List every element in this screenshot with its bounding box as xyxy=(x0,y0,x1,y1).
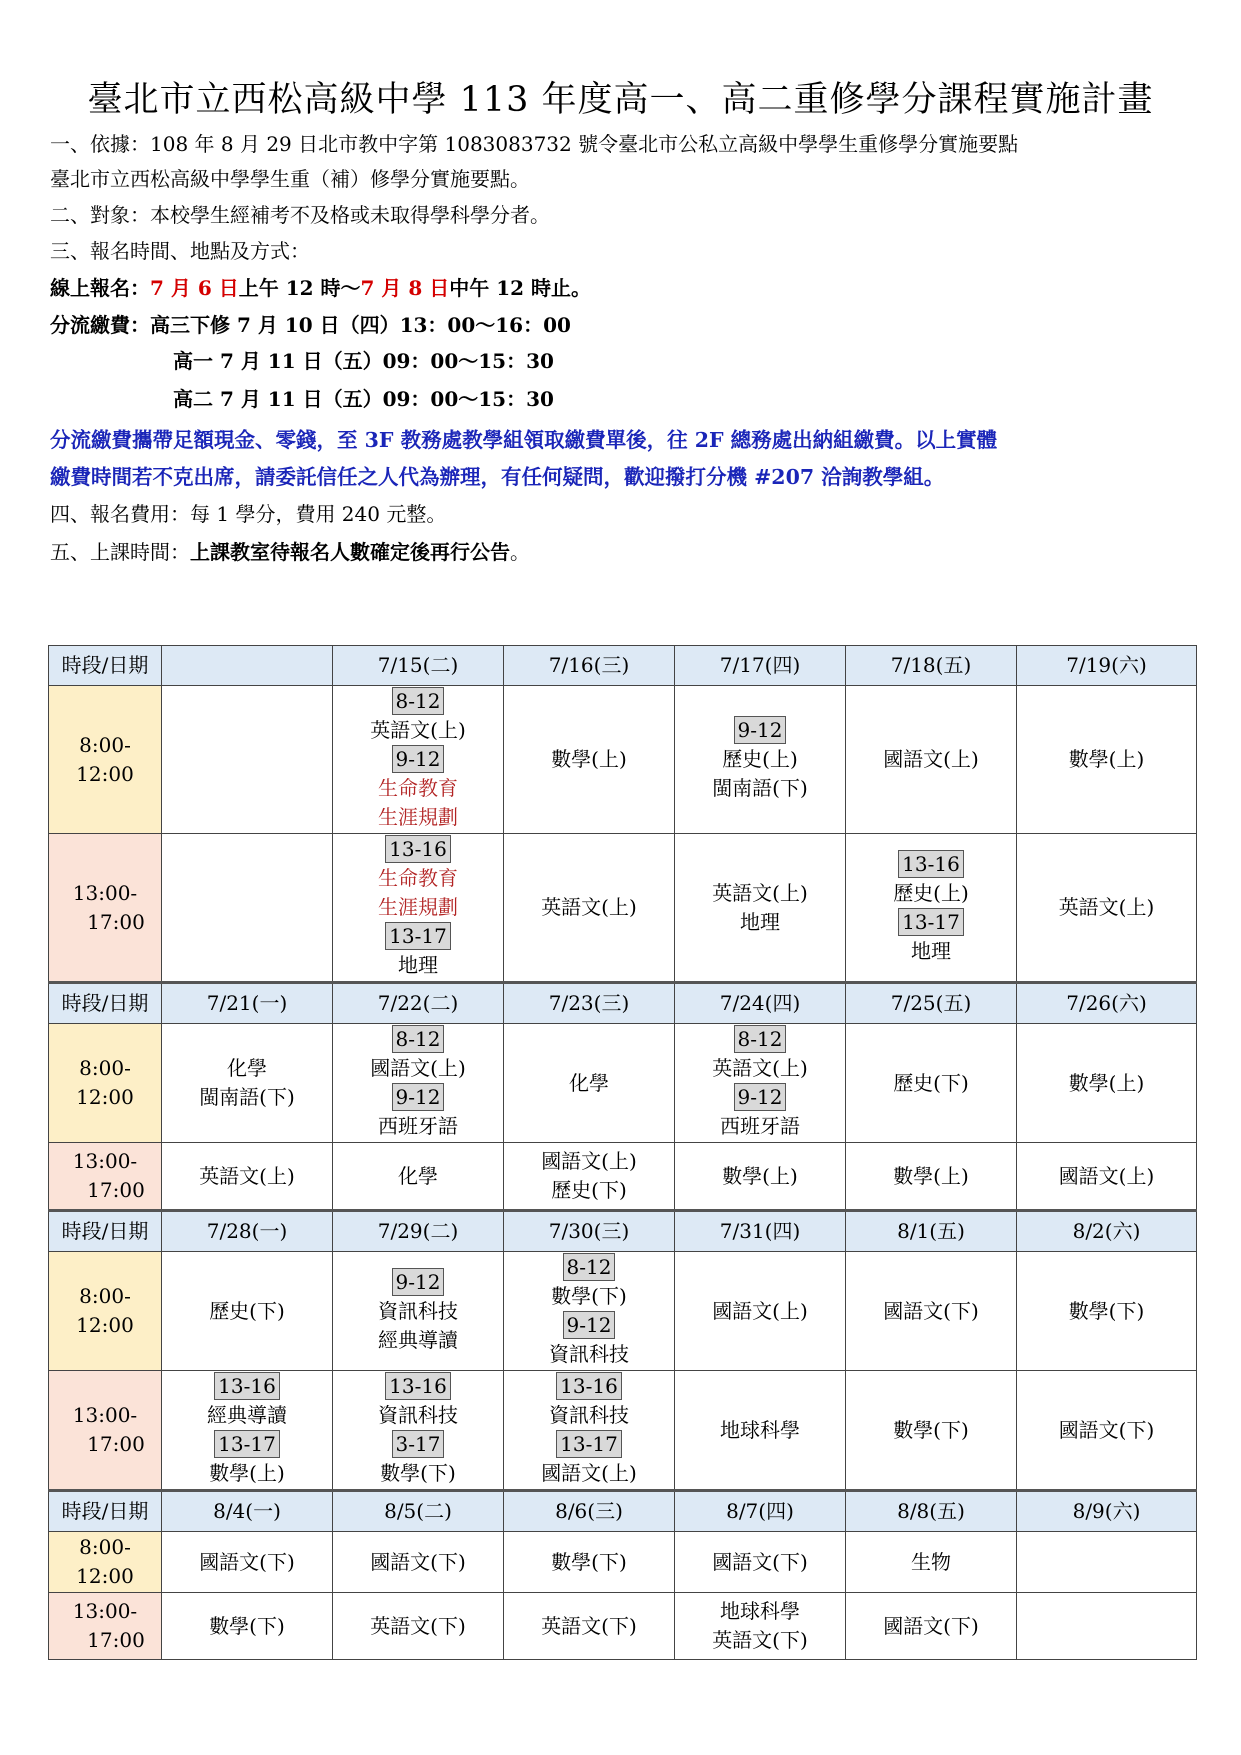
pm-slot-label xyxy=(49,1371,162,1491)
schedule-cell xyxy=(846,1024,1017,1143)
time-range-tag: 9-12 xyxy=(734,716,787,744)
course-name: 數學(下) xyxy=(893,1417,969,1442)
date-header: 7/24(四) xyxy=(675,983,846,1024)
schedule-cell xyxy=(846,1252,1017,1371)
course-name: 數學(上) xyxy=(893,1163,969,1188)
am-row xyxy=(49,1024,1197,1143)
course-name: 數學(下) xyxy=(551,1284,627,1308)
am-row xyxy=(49,1532,1197,1593)
schedule-cell xyxy=(162,1593,333,1660)
schedule-cell xyxy=(675,686,846,834)
date-header: 7/26(六) xyxy=(1017,983,1197,1024)
course-name: 英語文(下) xyxy=(541,1613,637,1638)
pm-label-end: 17:00 xyxy=(87,1628,145,1652)
schedule-cell xyxy=(504,1252,675,1371)
basis-line-2: 臺北市立西松高級中學學生重（補）修學分實施要點。 xyxy=(50,167,530,191)
schedule-cell xyxy=(333,1532,504,1593)
end-date: 7 月 8 日 xyxy=(360,276,450,300)
am-slot-label: 8:00-12:00 xyxy=(49,686,162,834)
payment-line-senior: 分流繳費：高三下修 7 月 10 日（四）13：00～16：00 xyxy=(50,313,571,337)
schedule-cell xyxy=(333,686,504,834)
fee-line: 四、報名費用：每 1 學分，費用 240 元整。 xyxy=(50,502,447,526)
header-label: 時段/日期 xyxy=(49,646,162,686)
time-range-tag: 9-12 xyxy=(392,1268,445,1296)
course-name: 數學(下) xyxy=(1068,1298,1145,1323)
payment-note-1: 分流繳費攜帶足額現金、零錢，至 3F 教務處教學組領取繳費單後，往 2F 總務處出納組繳費。以上實體 xyxy=(50,428,998,452)
time-range-tag: 13-17 xyxy=(898,908,964,936)
schedule-cell xyxy=(333,1593,504,1660)
schedule-cell xyxy=(846,686,1017,834)
am-slot-label: 8:00-12:00 xyxy=(49,1252,162,1371)
schedule-cell xyxy=(504,1532,675,1593)
schedule-cell xyxy=(162,1024,333,1143)
pm-slot-label xyxy=(49,834,162,983)
course-name: 英語文(上) xyxy=(712,1056,808,1080)
time-range-tag: 9-12 xyxy=(734,1083,787,1111)
course-name: 化學 xyxy=(227,1056,267,1080)
course-name: 國語文(上) xyxy=(541,1461,637,1485)
course-name: 生物 xyxy=(911,1549,951,1574)
course-name: 國語文(下) xyxy=(199,1549,295,1574)
date-header: 8/9(六) xyxy=(1017,1491,1197,1532)
course-name: 生命教育 xyxy=(378,866,458,890)
schedule-cell xyxy=(333,834,504,983)
course-name: 數學(上) xyxy=(722,1163,798,1188)
schedule-cell xyxy=(504,1143,675,1211)
class-time-end: 。 xyxy=(510,540,530,564)
course-name: 資訊科技 xyxy=(549,1403,629,1427)
schedule-cell xyxy=(846,1371,1017,1491)
course-name: 數學(上) xyxy=(1068,1070,1145,1095)
header-label: 時段/日期 xyxy=(49,983,162,1024)
course-name: 英語文(下) xyxy=(370,1613,466,1638)
time-range-tag: 13-17 xyxy=(556,1430,622,1458)
schedule-cell xyxy=(675,1593,846,1660)
schedule-cell xyxy=(333,1371,504,1491)
course-name: 國語文(上) xyxy=(883,747,979,771)
pm-row xyxy=(49,1143,1197,1211)
course-name: 英語文(上) xyxy=(370,718,466,742)
schedule-cell xyxy=(675,834,846,983)
time-range-tag: 13-16 xyxy=(556,1372,622,1400)
schedule-cell xyxy=(1017,834,1197,983)
course-name: 生涯規劃 xyxy=(378,805,458,829)
header-label: 時段/日期 xyxy=(49,1211,162,1252)
schedule-cell xyxy=(162,1143,333,1211)
class-time-line xyxy=(50,536,530,565)
course-name: 國語文(下) xyxy=(712,1549,808,1574)
online-registration-line xyxy=(50,272,591,301)
course-name: 歷史(下) xyxy=(551,1178,627,1202)
am-row xyxy=(49,1252,1197,1371)
date-header-row xyxy=(49,1211,1197,1252)
course-name: 資訊科技 xyxy=(378,1403,458,1427)
start-time: 上午 12 時～ xyxy=(238,276,361,300)
pm-row xyxy=(49,1593,1197,1660)
pm-row xyxy=(49,1371,1197,1491)
schedule-cell xyxy=(675,1143,846,1211)
pm-label-end: 17:00 xyxy=(87,909,145,934)
course-name: 數學(下) xyxy=(551,1549,627,1574)
am-slot-label: 8:00-12:00 xyxy=(49,1024,162,1143)
date-header: 8/2(六) xyxy=(1017,1211,1197,1252)
course-name: 英語文(上) xyxy=(712,880,808,905)
schedule-cell xyxy=(1017,1252,1197,1371)
course-name: 化學 xyxy=(398,1163,438,1188)
start-date: 7 月 6 日 xyxy=(150,276,239,300)
course-name: 地理 xyxy=(911,938,951,963)
date-header: 7/22(二) xyxy=(333,983,504,1024)
schedule-cell xyxy=(333,1252,504,1371)
course-name: 地球科學 xyxy=(720,1417,800,1442)
schedule-cell xyxy=(333,1024,504,1143)
pm-label-end: 17:00 xyxy=(87,1432,145,1456)
time-range-tag: 13-16 xyxy=(385,835,451,863)
time-range-tag: 13-16 xyxy=(214,1372,280,1400)
pm-slot-label xyxy=(49,1593,162,1660)
date-header: 7/31(四) xyxy=(675,1211,846,1252)
date-header: 7/19(六) xyxy=(1017,646,1197,686)
course-name: 英語文(上) xyxy=(1058,895,1155,919)
date-header: 8/5(二) xyxy=(333,1491,504,1532)
date-header: 7/18(五) xyxy=(846,646,1017,686)
pm-label-end: 17:00 xyxy=(87,1178,145,1202)
date-header: 7/30(三) xyxy=(504,1211,675,1252)
pm-row xyxy=(49,834,1197,983)
schedule-cell xyxy=(504,686,675,834)
pm-label-start: 13:00- xyxy=(72,1599,138,1623)
course-name: 國語文(上) xyxy=(1058,1163,1155,1188)
time-range-tag: 8-12 xyxy=(734,1025,787,1053)
time-range-tag: 8-12 xyxy=(392,687,445,715)
course-name: 地理 xyxy=(740,909,780,934)
class-time-note: 上課教室待報名人數確定後再行公告 xyxy=(190,540,510,564)
schedule-cell xyxy=(675,1252,846,1371)
course-name: 數學(下) xyxy=(380,1461,456,1485)
schedule-cell xyxy=(1017,1593,1197,1660)
online-registration-label: 線上報名： xyxy=(50,276,150,300)
schedule-cell xyxy=(1017,686,1197,834)
course-name: 歷史(上) xyxy=(722,747,798,771)
schedule-cell xyxy=(162,1371,333,1491)
course-name: 國語文(上) xyxy=(541,1149,637,1173)
schedule-cell xyxy=(504,1593,675,1660)
course-name: 英語文(下) xyxy=(712,1628,808,1652)
time-range-tag: 9-12 xyxy=(392,745,445,773)
schedule-cell xyxy=(333,1143,504,1211)
pm-label-start: 13:00- xyxy=(72,1149,138,1173)
course-name: 西班牙語 xyxy=(378,1114,458,1138)
schedule-cell xyxy=(1017,1024,1197,1143)
date-header: 7/15(二) xyxy=(333,646,504,686)
course-name: 閩南語(下) xyxy=(712,776,808,800)
time-range-tag: 13-16 xyxy=(385,1372,451,1400)
date-header: 7/29(二) xyxy=(333,1211,504,1252)
course-name: 國語文(下) xyxy=(883,1613,979,1638)
schedule-cell xyxy=(162,686,333,834)
payment-line-grade11: 高二 7 月 11 日（五）09：00～15：30 xyxy=(173,387,554,411)
time-range-tag: 3-17 xyxy=(392,1430,445,1458)
schedule-cell xyxy=(846,1143,1017,1211)
course-name: 英語文(上) xyxy=(541,895,637,919)
course-name: 閩南語(下) xyxy=(199,1085,295,1109)
time-range-tag: 13-17 xyxy=(214,1430,280,1458)
pm-label-start: 13:00- xyxy=(72,880,138,905)
schedule-cell xyxy=(1017,1532,1197,1593)
course-name: 英語文(上) xyxy=(199,1163,295,1188)
pm-slot-label xyxy=(49,1143,162,1211)
date-header-row xyxy=(49,1491,1197,1532)
course-name: 國語文(上) xyxy=(370,1056,466,1080)
course-name: 國語文(上) xyxy=(712,1298,808,1323)
course-name: 經典導讀 xyxy=(378,1327,458,1352)
payment-line-grade10: 高一 7 月 11 日（五）09：00～15：30 xyxy=(173,349,554,373)
course-name: 數學(上) xyxy=(209,1461,285,1485)
time-range-tag: 9-12 xyxy=(563,1311,616,1339)
course-name: 生命教育 xyxy=(378,776,458,800)
date-header: 7/17(四) xyxy=(675,646,846,686)
course-name: 生涯規劃 xyxy=(378,895,458,919)
course-name: 國語文(下) xyxy=(370,1549,466,1574)
target-line: 二、對象：本校學生經補考不及格或未取得學科學分者。 xyxy=(50,203,550,227)
date-header: 7/21(一) xyxy=(162,983,333,1024)
course-name: 化學 xyxy=(569,1070,609,1095)
date-header: 7/28(一) xyxy=(162,1211,333,1252)
schedule-cell xyxy=(504,834,675,983)
schedule-cell xyxy=(504,1371,675,1491)
page-title: 臺北市立西松高級中學 113 年度高一、高二重修學分課程實施計畫 xyxy=(87,80,1154,120)
header-label: 時段/日期 xyxy=(49,1491,162,1532)
course-name: 數學(上) xyxy=(551,747,627,771)
schedule-cell xyxy=(162,1252,333,1371)
class-time-label: 五、上課時間： xyxy=(50,540,190,564)
time-range-tag: 13-16 xyxy=(898,850,964,878)
date-header-row xyxy=(49,646,1197,686)
pm-label-start: 13:00- xyxy=(72,1403,138,1427)
course-name: 歷史(下) xyxy=(209,1298,285,1323)
course-name: 數學(上) xyxy=(1068,747,1145,771)
date-header-row xyxy=(49,983,1197,1024)
am-row xyxy=(49,686,1197,834)
date-header: 7/25(五) xyxy=(846,983,1017,1024)
schedule-cell xyxy=(846,1593,1017,1660)
date-header xyxy=(162,646,333,686)
course-name: 國語文(下) xyxy=(883,1298,979,1323)
course-name: 數學(下) xyxy=(209,1613,285,1638)
end-time: 中午 12 時止。 xyxy=(449,276,591,300)
time-range-tag: 8-12 xyxy=(563,1253,616,1281)
course-name: 西班牙語 xyxy=(720,1114,800,1138)
schedule-cell xyxy=(846,834,1017,983)
time-range-tag: 8-12 xyxy=(392,1025,445,1053)
date-header: 8/1(五) xyxy=(846,1211,1017,1252)
schedule-cell xyxy=(1017,1143,1197,1211)
registration-heading: 三、報名時間、地點及方式： xyxy=(50,239,310,263)
time-range-tag: 9-12 xyxy=(392,1083,445,1111)
time-range-tag: 13-17 xyxy=(385,922,451,950)
date-header: 8/6(三) xyxy=(504,1491,675,1532)
basis-line: 一、依據：108 年 8 月 29 日北市教中字第 1083083732 號令臺北市公私立高級中學學生重修學分實施要點 xyxy=(50,132,1019,156)
schedule-cell xyxy=(504,1024,675,1143)
schedule-cell xyxy=(675,1024,846,1143)
course-name: 地理 xyxy=(398,953,438,977)
schedule-cell xyxy=(675,1532,846,1593)
schedule-cell xyxy=(162,1532,333,1593)
schedule-cell xyxy=(162,834,333,983)
course-name: 地球科學 xyxy=(720,1599,800,1623)
date-header: 8/4(一) xyxy=(162,1491,333,1532)
schedule-cell xyxy=(675,1371,846,1491)
schedule-cell xyxy=(1017,1371,1197,1491)
schedule-table xyxy=(48,645,1197,1660)
course-name: 歷史(下) xyxy=(893,1070,969,1095)
course-name: 歷史(上) xyxy=(893,880,969,905)
payment-note-2: 繳費時間若不克出席，請委託信任之人代為辦理，有任何疑問，歡迎撥打分機 #207 洽詢教學組。 xyxy=(50,465,945,489)
course-name: 資訊科技 xyxy=(549,1342,629,1366)
course-name: 經典導讀 xyxy=(207,1403,287,1427)
schedule-cell xyxy=(846,1532,1017,1593)
date-header: 7/16(三) xyxy=(504,646,675,686)
course-name: 國語文(下) xyxy=(1058,1417,1155,1442)
course-name: 資訊科技 xyxy=(378,1298,458,1323)
date-header: 8/7(四) xyxy=(675,1491,846,1532)
date-header: 8/8(五) xyxy=(846,1491,1017,1532)
am-slot-label: 8:00-12:00 xyxy=(49,1532,162,1593)
date-header: 7/23(三) xyxy=(504,983,675,1024)
